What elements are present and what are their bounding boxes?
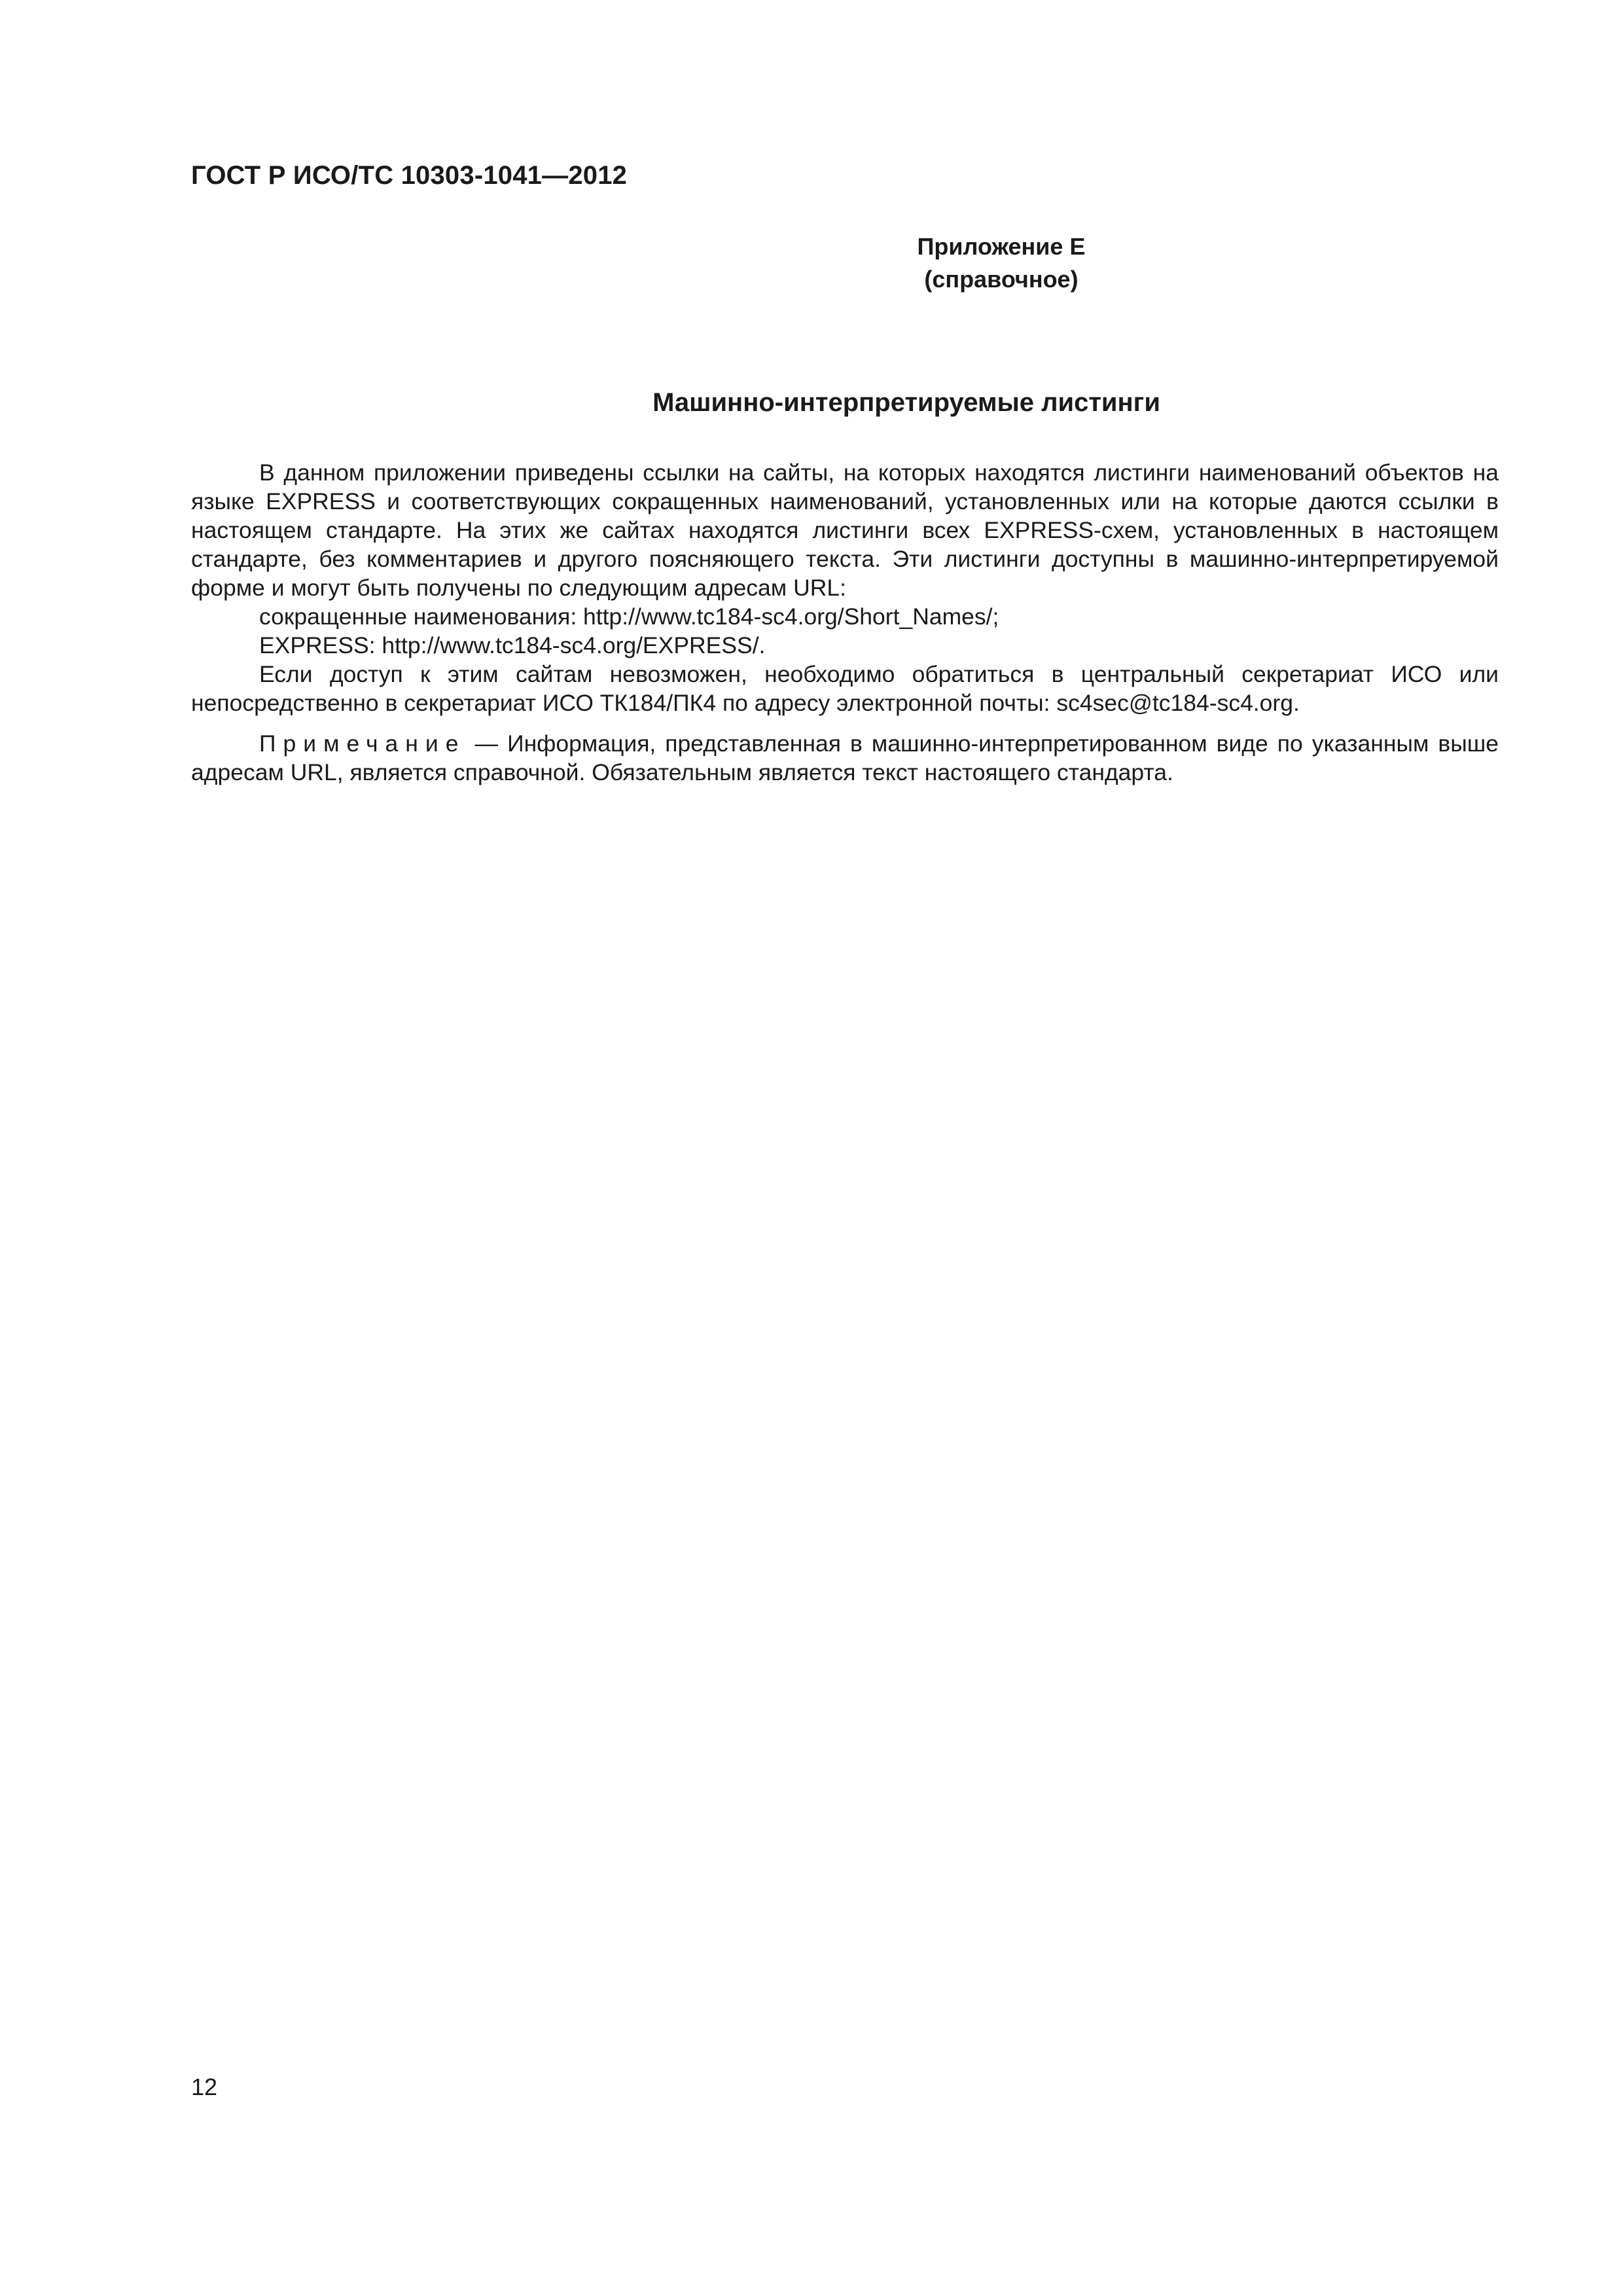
body-text [191,458,1499,787]
url-short-names: сокращенные наименования: http://www.tc184-sc4.org/Short_Names/; [259,603,999,630]
page-number: 12 [191,2073,218,2100]
annex-title: Приложение Е [917,233,1086,260]
url-express: EXPRESS: http://www.tc184-sc4.org/EXPRESS/. [259,632,766,658]
annex-heading [191,230,1432,296]
note-paragraph [191,729,1499,787]
document-code: ГОСТ Р ИСО/ТС 10303-1041—2012 [191,161,628,190]
paragraph-contact: Если доступ к этим сайтам невозможен, необходимо обратиться в центральный секретариат ИСО или непосредственно в секретариат ИСО ТК184/ПК4 по адресу электронной почты: sc4sec@tc184-sc4.org. [191,661,1499,716]
section-title: Машинно-интерпретируемые листинги [652,388,1160,417]
annex-subtitle: (справочное) [924,266,1079,293]
note-text: — Информация, представленная в машинно-интерпретированном виде по указанным выше адресам URL, является справочной. Обязательным является текст настоящего стандарта. [191,730,1499,785]
note-label: Примечание [259,730,466,757]
paragraph-intro: В данном приложении приведены ссылки на сайты, на которых находятся листинги наименований объектов на языке EXPRESS и соответствующих сокращенных наименований, установленных или на которые даются ссылки в настоящем стандарте. На этих же сайтах находятся листинги всех EXPRESS-схем, установленных в настоящем стандарте, без комментариев и другого поясняющего текста. Эти листинги доступны в машинно-интерпретируемой форме и могут быть получены по следующим адресам URL: [191,459,1499,601]
